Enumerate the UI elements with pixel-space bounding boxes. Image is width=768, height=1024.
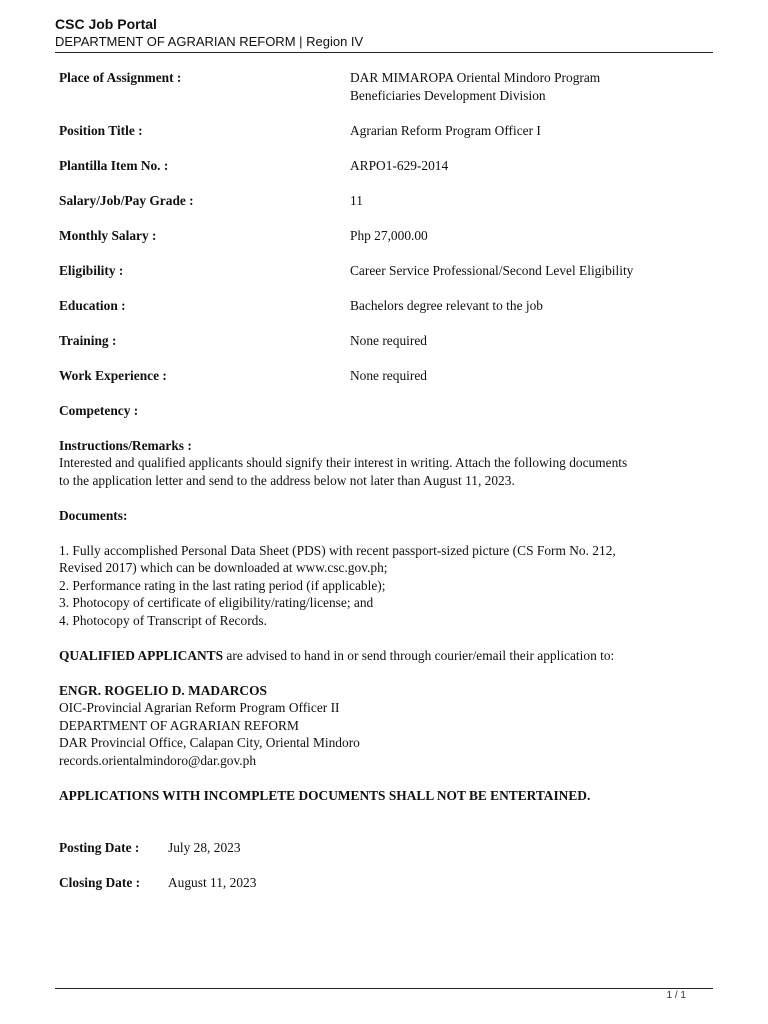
incomplete-documents-warning: APPLICATIONS WITH INCOMPLETE DOCUMENTS SHALL NOT BE ENTERTAINED. xyxy=(59,787,591,803)
field-work-experience xyxy=(59,367,699,385)
field-eligibility xyxy=(59,262,699,280)
instructions-line: to the application letter and send to the address below not later than August 11, 2023. xyxy=(59,472,515,488)
contact-department: DEPARTMENT OF AGRARIAN REFORM xyxy=(59,717,299,733)
list-item: 1. Fully accomplished Personal Data Sheet (PDS) with recent passport-sized picture (CS Form No. 212, xyxy=(59,542,616,558)
list-item: 3. Photocopy of certificate of eligibility/rating/license; and xyxy=(59,595,374,610)
field-label: Education : xyxy=(59,297,126,313)
field-value-line: DAR MIMAROPA Oriental Mindoro Program xyxy=(350,70,601,85)
field-label: Training : xyxy=(59,332,117,348)
field-place-of-assignment xyxy=(59,69,699,104)
field-value xyxy=(350,69,699,104)
field-label: Position Title : xyxy=(59,122,143,138)
field-value: None required xyxy=(350,367,427,383)
field-value xyxy=(350,402,699,420)
field-label: Eligibility : xyxy=(59,262,124,278)
date-label: Posting Date : xyxy=(59,840,140,855)
list-item: Revised 2017) which can be downloaded at www.csc.gov.ph; xyxy=(59,560,388,575)
field-value: 11 xyxy=(350,192,363,208)
contact-block xyxy=(59,682,699,770)
posting-date xyxy=(59,839,699,857)
qualified-applicants-text: are advised to hand in or send through courier/email their application to: xyxy=(223,647,615,663)
field-value: Agrarian Reform Program Officer I xyxy=(350,122,541,138)
field-value: Php 27,000.00 xyxy=(350,227,428,243)
field-value-line: Beneficiaries Development Division xyxy=(350,87,546,103)
contact-address: DAR Provincial Office, Calapan City, Oriental Mindoro xyxy=(59,735,360,750)
field-label: Monthly Salary : xyxy=(59,227,157,243)
field-value: Bachelors degree relevant to the job xyxy=(350,297,543,313)
footer-divider xyxy=(55,988,713,989)
job-details xyxy=(59,69,699,419)
field-value: None required xyxy=(350,332,427,348)
list-item: 4. Photocopy of Transcript of Records. xyxy=(59,612,267,628)
field-salary-grade xyxy=(59,192,699,210)
page-number: 1 / 1 xyxy=(666,990,686,1001)
contact-email: records.orientalmindoro@dar.gov.ph xyxy=(59,752,257,768)
qualified-applicants-note xyxy=(59,647,699,665)
documents-title-block xyxy=(59,507,699,525)
field-value: Career Service Professional/Second Level Eligibility xyxy=(350,262,634,278)
job-posting-body xyxy=(59,69,699,909)
date-value: August 11, 2023 xyxy=(168,875,257,890)
contact-position: OIC-Provincial Agrarian Reform Program Officer II xyxy=(59,700,340,715)
date-label: Closing Date : xyxy=(59,875,141,890)
field-plantilla-item xyxy=(59,157,699,175)
field-label: Place of Assignment : xyxy=(59,70,182,85)
field-label: Competency : xyxy=(59,402,139,418)
documents-title: Documents: xyxy=(59,507,128,523)
field-education xyxy=(59,297,699,315)
dates-section xyxy=(59,839,699,892)
instructions-line: Interested and qualified applicants should signify their interest in writing. Attach the following documents xyxy=(59,455,628,470)
field-value: ARPO1-629-2014 xyxy=(350,157,449,173)
department-subtitle: DEPARTMENT OF AGRARIAN REFORM | Region IV xyxy=(55,34,364,49)
field-label: Salary/Job/Pay Grade : xyxy=(59,192,194,208)
date-value: July 28, 2023 xyxy=(168,840,241,855)
list-item: 2. Performance rating in the last rating period (if applicable); xyxy=(59,577,386,593)
field-training xyxy=(59,332,699,350)
page-header xyxy=(55,15,713,50)
instructions-title: Instructions/Remarks : xyxy=(59,437,192,453)
field-position-title xyxy=(59,122,699,140)
header-divider xyxy=(55,52,713,53)
field-monthly-salary xyxy=(59,227,699,245)
field-label: Work Experience : xyxy=(59,367,167,383)
field-label: Plantilla Item No. : xyxy=(59,157,169,173)
qualified-applicants-emphasis: QUALIFIED APPLICANTS xyxy=(59,647,224,663)
documents-list xyxy=(59,542,699,630)
contact-name: ENGR. ROGELIO D. MADARCOS xyxy=(59,682,267,698)
field-competency xyxy=(59,402,699,420)
instructions-section xyxy=(59,437,699,490)
portal-title: CSC Job Portal xyxy=(55,16,157,32)
closing-date xyxy=(59,874,699,892)
